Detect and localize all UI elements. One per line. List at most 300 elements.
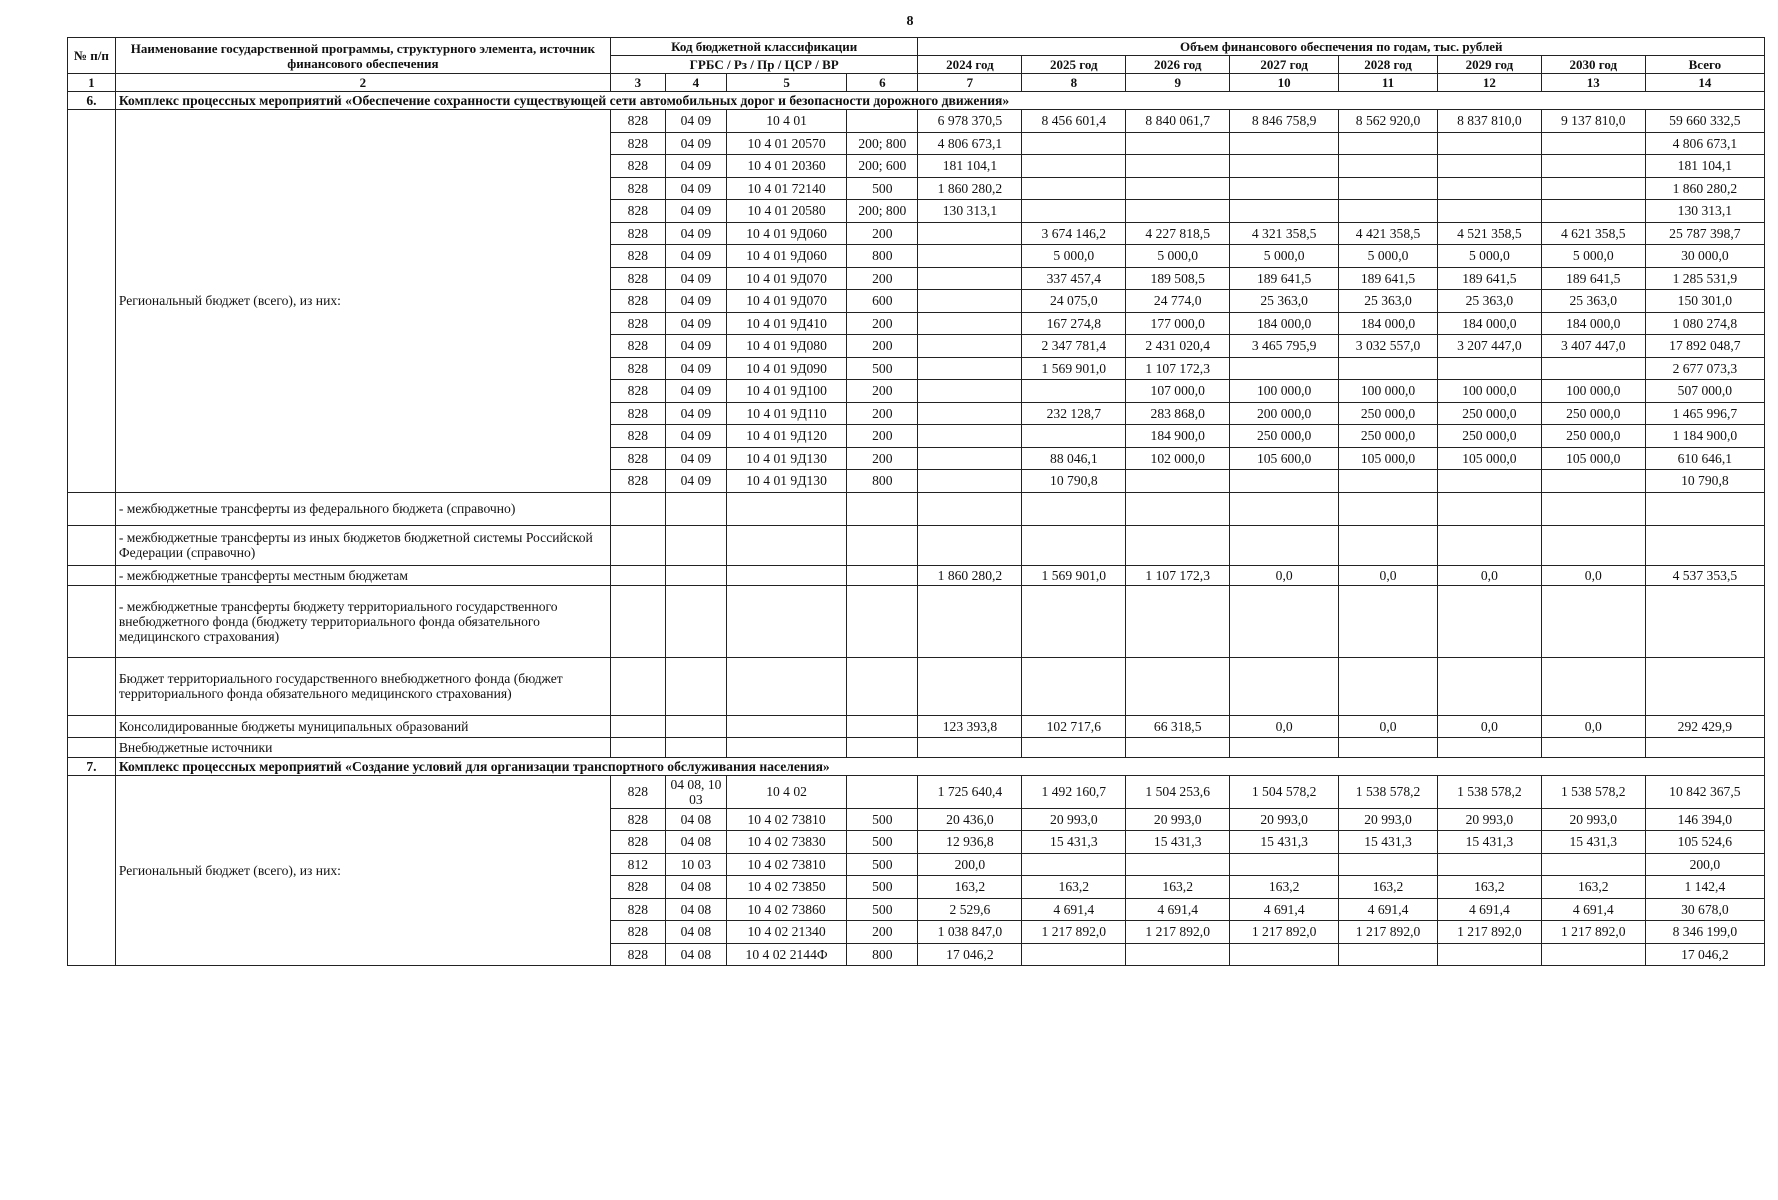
blank-code-cell (726, 565, 846, 585)
header-year: 2024 год (918, 56, 1022, 74)
table-cell: 200 (847, 335, 918, 358)
table-cell (1339, 853, 1438, 876)
table-row (68, 775, 1765, 808)
table-cell (1022, 380, 1126, 403)
table-cell: 1 538 578,2 (1541, 775, 1645, 808)
blank-code-cell (726, 492, 846, 525)
table-cell: 25 787 398,7 (1645, 222, 1764, 245)
table-cell: 184 900,0 (1126, 425, 1230, 448)
table-cell: 828 (610, 222, 665, 245)
table-cell: 828 (610, 357, 665, 380)
table-cell: 105 000,0 (1339, 447, 1438, 470)
table-cell: 146 394,0 (1645, 808, 1764, 831)
table-cell (1230, 470, 1339, 493)
table-cell: 1 538 578,2 (1339, 775, 1438, 808)
table-cell: 828 (610, 380, 665, 403)
table-cell: 105 000,0 (1437, 447, 1541, 470)
table-cell: 1 217 892,0 (1437, 921, 1541, 944)
table-cell (918, 402, 1022, 425)
table-cell: 828 (610, 876, 665, 899)
table-cell (1339, 943, 1438, 966)
blank-code-cell (665, 657, 726, 715)
header-year: 2026 год (1126, 56, 1230, 74)
table-cell: 8 346 199,0 (1645, 921, 1764, 944)
table-cell: 04 09 (665, 222, 726, 245)
blank-code-cell (610, 525, 665, 565)
table-cell (1541, 525, 1645, 565)
table-cell (1022, 200, 1126, 223)
table-cell: 4 806 673,1 (1645, 132, 1764, 155)
table-cell: 200,0 (918, 853, 1022, 876)
table-cell: 163,2 (1437, 876, 1541, 899)
table-cell: 1 107 172,3 (1126, 565, 1230, 585)
table-cell: 30 678,0 (1645, 898, 1764, 921)
table-cell (1437, 177, 1541, 200)
table-cell: 130 313,1 (1645, 200, 1764, 223)
table-cell: 100 000,0 (1339, 380, 1438, 403)
header-year: 2030 год (1541, 56, 1645, 74)
table-cell: 0,0 (1230, 565, 1339, 585)
header-col-number: 5 (726, 74, 846, 92)
table-cell (1126, 737, 1230, 757)
table-cell: 10 4 02 73830 (726, 831, 846, 854)
table-cell (1126, 525, 1230, 565)
table-cell (1126, 177, 1230, 200)
table-cell: 1 038 847,0 (918, 921, 1022, 944)
table-cell (1437, 200, 1541, 223)
blank-code-cell (847, 565, 918, 585)
table-cell (1339, 737, 1438, 757)
table-cell: 8 562 920,0 (1339, 110, 1438, 133)
table-cell: 04 08 (665, 921, 726, 944)
table-cell: 04 08 (665, 943, 726, 966)
table-cell: 181 104,1 (918, 155, 1022, 178)
table-cell: 10 4 01 20360 (726, 155, 846, 178)
table-cell (1339, 585, 1438, 657)
table-cell: 5 000,0 (1541, 245, 1645, 268)
table-cell: 10 4 01 9Д130 (726, 470, 846, 493)
table-cell (1230, 492, 1339, 525)
table-cell: 04 09 (665, 357, 726, 380)
blank-code-cell (726, 657, 846, 715)
table-cell: 500 (847, 876, 918, 899)
table-cell: 107 000,0 (1126, 380, 1230, 403)
table-cell: 1 217 892,0 (1022, 921, 1126, 944)
table-cell: 8 846 758,9 (1230, 110, 1339, 133)
table-cell (1339, 155, 1438, 178)
table-cell: 828 (610, 943, 665, 966)
table-cell: 04 09 (665, 447, 726, 470)
table-cell: 04 09 (665, 290, 726, 313)
table-cell: 250 000,0 (1230, 425, 1339, 448)
table-cell: 15 431,3 (1126, 831, 1230, 854)
table-cell: 2 529,6 (918, 898, 1022, 921)
header-col-number: 2 (115, 74, 610, 92)
table-cell: 828 (610, 200, 665, 223)
table-cell: 8 837 810,0 (1437, 110, 1541, 133)
table-cell: 163,2 (1022, 876, 1126, 899)
table-cell (1126, 657, 1230, 715)
header-col-number: 8 (1022, 74, 1126, 92)
header-year: 2025 год (1022, 56, 1126, 74)
table-cell: 177 000,0 (1126, 312, 1230, 335)
source-label: Внебюджетные источники (115, 737, 610, 757)
page-number: 8 (906, 14, 914, 29)
table-cell (1541, 492, 1645, 525)
table-cell (918, 357, 1022, 380)
table-cell (918, 222, 1022, 245)
table-cell: 4 691,4 (1022, 898, 1126, 921)
source-row (68, 737, 1765, 757)
table-cell (1645, 657, 1764, 715)
table-cell (918, 737, 1022, 757)
table-cell: 828 (610, 921, 665, 944)
blank-code-cell (665, 737, 726, 757)
blank-code-cell (847, 492, 918, 525)
table-cell: 189 641,5 (1437, 267, 1541, 290)
blank-code-cell (610, 585, 665, 657)
table-cell: 105 000,0 (1541, 447, 1645, 470)
table-cell: 3 465 795,9 (1230, 335, 1339, 358)
table-cell: 1 569 901,0 (1022, 565, 1126, 585)
table-cell: 123 393,8 (918, 715, 1022, 737)
table-cell: 04 09 (665, 132, 726, 155)
header-code-group: Код бюджетной классификации (610, 38, 918, 56)
table-cell (1230, 657, 1339, 715)
table-cell: 4 227 818,5 (1126, 222, 1230, 245)
header-col-number: 6 (847, 74, 918, 92)
table-cell: 8 840 061,7 (1126, 110, 1230, 133)
blank-code-cell (726, 525, 846, 565)
table-cell: 10 4 02 2144Ф (726, 943, 846, 966)
table-cell (1541, 657, 1645, 715)
table-cell: 24 075,0 (1022, 290, 1126, 313)
table-cell (1230, 177, 1339, 200)
table-cell: 800 (847, 943, 918, 966)
table-cell (1645, 525, 1764, 565)
table-cell: 828 (610, 831, 665, 854)
table-cell: 4 691,4 (1437, 898, 1541, 921)
table-cell: 105 524,6 (1645, 831, 1764, 854)
table-cell: 04 09 (665, 380, 726, 403)
source-label: Консолидированные бюджеты муниципальных образований (115, 715, 610, 737)
blank-code-cell (610, 715, 665, 737)
table-cell: 1 217 892,0 (1230, 921, 1339, 944)
blank-code-cell (665, 715, 726, 737)
table-cell: 10 4 02 73810 (726, 808, 846, 831)
source-label: - межбюджетные трансферты бюджету территориального государственного внебюджетного фонда (бюджету территориального фонда обязательного медицинского страхования) (115, 585, 610, 657)
table-cell: 200 (847, 447, 918, 470)
table-cell: 2 347 781,4 (1022, 335, 1126, 358)
table-cell: 1 217 892,0 (1339, 921, 1438, 944)
header-num: № п/п (68, 38, 116, 74)
blank-code-cell (665, 565, 726, 585)
table-cell: 0,0 (1541, 715, 1645, 737)
table-cell (847, 775, 918, 808)
table-cell: 10 4 01 9Д110 (726, 402, 846, 425)
table-cell: 3 032 557,0 (1339, 335, 1438, 358)
table-cell: 200 (847, 267, 918, 290)
table-cell: 15 431,3 (1022, 831, 1126, 854)
header-funding-group: Объем финансового обеспечения по годам, тыс. рублей (918, 38, 1765, 56)
table-cell (1022, 132, 1126, 155)
table-cell: 04 09 (665, 200, 726, 223)
table-cell: 1 080 274,8 (1645, 312, 1764, 335)
table-cell: 163,2 (1339, 876, 1438, 899)
blank-code-cell (610, 565, 665, 585)
table-cell: 828 (610, 245, 665, 268)
table-cell (1022, 585, 1126, 657)
table-cell: 25 363,0 (1230, 290, 1339, 313)
header-name: Наименование государственной программы, структурного элемента, источник финансового обеспечения (115, 38, 610, 74)
table-cell (1437, 585, 1541, 657)
table-cell (918, 312, 1022, 335)
blank-code-cell (847, 737, 918, 757)
table-cell: 24 774,0 (1126, 290, 1230, 313)
table-cell (1126, 155, 1230, 178)
table-cell: 59 660 332,5 (1645, 110, 1764, 133)
table-cell: 812 (610, 853, 665, 876)
table-cell: 200; 800 (847, 132, 918, 155)
source-label: - межбюджетные трансферты из иных бюджетов бюджетной системы Российской Федерации (справочно) (115, 525, 610, 565)
header-code-sub: ГРБС / Рз / Пр / ЦСР / ВР (610, 56, 918, 74)
table-cell: 25 363,0 (1437, 290, 1541, 313)
table-cell: 10 4 02 73860 (726, 898, 846, 921)
blank-num-cell (68, 110, 116, 493)
blank-code-cell (847, 715, 918, 737)
source-label: - межбюджетные трансферты из федерального бюджета (справочно) (115, 492, 610, 525)
table-cell: 20 993,0 (1437, 808, 1541, 831)
table-cell (1126, 470, 1230, 493)
table-cell: 04 08 (665, 808, 726, 831)
header-col-number: 3 (610, 74, 665, 92)
table-cell: 10 4 01 9Д130 (726, 447, 846, 470)
table-cell (1126, 853, 1230, 876)
table-cell (1230, 943, 1339, 966)
table-cell: 828 (610, 132, 665, 155)
table-cell: 828 (610, 898, 665, 921)
table-cell: 10 4 01 9Д070 (726, 267, 846, 290)
header-year: 2028 год (1339, 56, 1438, 74)
blank-num-cell (68, 775, 116, 966)
table-cell: 1 285 531,9 (1645, 267, 1764, 290)
table-body (68, 92, 1765, 966)
table-cell: 04 09 (665, 245, 726, 268)
header-col-number: 1 (68, 74, 116, 92)
table-cell (1230, 155, 1339, 178)
blank-code-cell (847, 585, 918, 657)
table-cell: 17 046,2 (1645, 943, 1764, 966)
table-cell: 04 09 (665, 110, 726, 133)
table-cell (1645, 585, 1764, 657)
table-cell (1437, 470, 1541, 493)
table-cell: 100 000,0 (1541, 380, 1645, 403)
table-cell: 1 860 280,2 (918, 177, 1022, 200)
table-cell: 20 436,0 (918, 808, 1022, 831)
table-cell (1541, 943, 1645, 966)
table-cell: 20 993,0 (1126, 808, 1230, 831)
table-cell: 283 868,0 (1126, 402, 1230, 425)
table-cell: 10 842 367,5 (1645, 775, 1764, 808)
section-title: Комплекс процессных мероприятий «Создание условий для организации транспортного обслуживания населения» (115, 757, 1764, 775)
table-cell: 500 (847, 357, 918, 380)
table-cell: 4 806 673,1 (918, 132, 1022, 155)
table-cell: 04 09 (665, 402, 726, 425)
table-cell (1541, 177, 1645, 200)
source-row (68, 657, 1765, 715)
table-cell (1437, 853, 1541, 876)
table-cell (1022, 525, 1126, 565)
table-cell (1230, 357, 1339, 380)
table-cell (1541, 200, 1645, 223)
table-cell: 184 000,0 (1339, 312, 1438, 335)
table-cell: 250 000,0 (1541, 402, 1645, 425)
table-cell: 10 4 02 (726, 775, 846, 808)
table-cell: 17 046,2 (918, 943, 1022, 966)
table-cell (1541, 155, 1645, 178)
table-cell: 500 (847, 898, 918, 921)
table-cell: 3 407 447,0 (1541, 335, 1645, 358)
table-cell: 10 4 01 9Д070 (726, 290, 846, 313)
table-cell (1126, 585, 1230, 657)
table-cell: 292 429,9 (1645, 715, 1764, 737)
table-cell: 0,0 (1541, 565, 1645, 585)
table-cell: 163,2 (1541, 876, 1645, 899)
table-cell: 04 08 (665, 876, 726, 899)
source-row (68, 565, 1765, 585)
table-cell (1437, 492, 1541, 525)
table-row (68, 110, 1765, 133)
table-cell (918, 290, 1022, 313)
blank-code-cell (610, 737, 665, 757)
table-cell: 1 142,4 (1645, 876, 1764, 899)
table-cell (1230, 525, 1339, 565)
table-cell (1339, 132, 1438, 155)
section-title: Комплекс процессных мероприятий «Обеспечение сохранности существующей сети автомобильных дорог и безопасности дорожного движения» (115, 92, 1764, 110)
source-row (68, 492, 1765, 525)
table-cell: 200 (847, 921, 918, 944)
table-cell: 10 4 01 72140 (726, 177, 846, 200)
table-cell: 828 (610, 808, 665, 831)
table-cell: 04 08 (665, 898, 726, 921)
blank-code-cell (847, 657, 918, 715)
table-cell: 4 691,4 (1339, 898, 1438, 921)
table-cell: 04 09 (665, 470, 726, 493)
table-cell: 2 431 020,4 (1126, 335, 1230, 358)
section-number: 6. (68, 92, 116, 110)
table-cell: 25 363,0 (1339, 290, 1438, 313)
table-cell (1126, 132, 1230, 155)
table-cell: 5 000,0 (1339, 245, 1438, 268)
table-cell (1022, 737, 1126, 757)
header-year: 2027 год (1230, 56, 1339, 74)
table-cell: 1 107 172,3 (1126, 357, 1230, 380)
table-cell: 828 (610, 335, 665, 358)
blank-code-cell (665, 585, 726, 657)
blank-code-cell (726, 737, 846, 757)
table-cell: 10 4 01 9Д410 (726, 312, 846, 335)
table-cell: 189 641,5 (1541, 267, 1645, 290)
table-cell: 600 (847, 290, 918, 313)
table-cell (1126, 492, 1230, 525)
table-cell (918, 425, 1022, 448)
blank-code-cell (726, 715, 846, 737)
table-cell: 250 000,0 (1437, 402, 1541, 425)
table-cell: 10 790,8 (1022, 470, 1126, 493)
table-cell: 3 207 447,0 (1437, 335, 1541, 358)
table-cell: 5 000,0 (1437, 245, 1541, 268)
table-cell: 189 641,5 (1339, 267, 1438, 290)
table-cell: 1 504 253,6 (1126, 775, 1230, 808)
table-cell: 1 725 640,4 (918, 775, 1022, 808)
table-cell: 10 4 01 9Д120 (726, 425, 846, 448)
table-cell: 828 (610, 447, 665, 470)
table-cell (918, 380, 1022, 403)
table-cell: 189 508,5 (1126, 267, 1230, 290)
section-number: 7. (68, 757, 116, 775)
table-cell (1339, 470, 1438, 493)
table-cell (1230, 737, 1339, 757)
table-cell: 8 456 601,4 (1022, 110, 1126, 133)
header-col-number: 12 (1437, 74, 1541, 92)
table-cell: 15 431,3 (1437, 831, 1541, 854)
table-cell (1541, 853, 1645, 876)
table-cell: 10 4 01 9Д090 (726, 357, 846, 380)
table-cell: 828 (610, 425, 665, 448)
table-cell: 1 504 578,2 (1230, 775, 1339, 808)
table-cell: 184 000,0 (1437, 312, 1541, 335)
table-cell: 828 (610, 110, 665, 133)
table-cell: 4 691,4 (1230, 898, 1339, 921)
table-cell: 10 4 01 9Д080 (726, 335, 846, 358)
table-cell: 4 691,4 (1541, 898, 1645, 921)
table-cell: 20 993,0 (1339, 808, 1438, 831)
table-cell (1339, 357, 1438, 380)
table-cell: 163,2 (1126, 876, 1230, 899)
table-cell: 20 993,0 (1541, 808, 1645, 831)
table-cell: 9 137 810,0 (1541, 110, 1645, 133)
table-cell (1022, 943, 1126, 966)
table-cell: 337 457,4 (1022, 267, 1126, 290)
table-cell: 163,2 (1230, 876, 1339, 899)
table-cell: 15 431,3 (1541, 831, 1645, 854)
table-cell (918, 492, 1022, 525)
blank-num-cell (68, 492, 116, 525)
blank-num-cell (68, 565, 116, 585)
header-col-number: 9 (1126, 74, 1230, 92)
table-cell: 828 (610, 155, 665, 178)
table-cell (847, 110, 918, 133)
table-cell (1541, 357, 1645, 380)
table-cell: 10 4 02 73850 (726, 876, 846, 899)
table-cell: 184 000,0 (1541, 312, 1645, 335)
table-cell: 20 993,0 (1230, 808, 1339, 831)
source-row (68, 715, 1765, 737)
source-label: - межбюджетные трансферты местным бюджетам (115, 565, 610, 585)
table-cell: 828 (610, 402, 665, 425)
table-cell (1022, 177, 1126, 200)
header-col-number: 13 (1541, 74, 1645, 92)
header-year: 2029 год (1437, 56, 1541, 74)
table-cell: 507 000,0 (1645, 380, 1764, 403)
table-cell (918, 447, 1022, 470)
table-cell: 200 (847, 402, 918, 425)
table-cell: 04 08, 10 03 (665, 775, 726, 808)
table-cell (1437, 525, 1541, 565)
table-cell (918, 335, 1022, 358)
table-cell (1541, 470, 1645, 493)
blank-code-cell (610, 492, 665, 525)
